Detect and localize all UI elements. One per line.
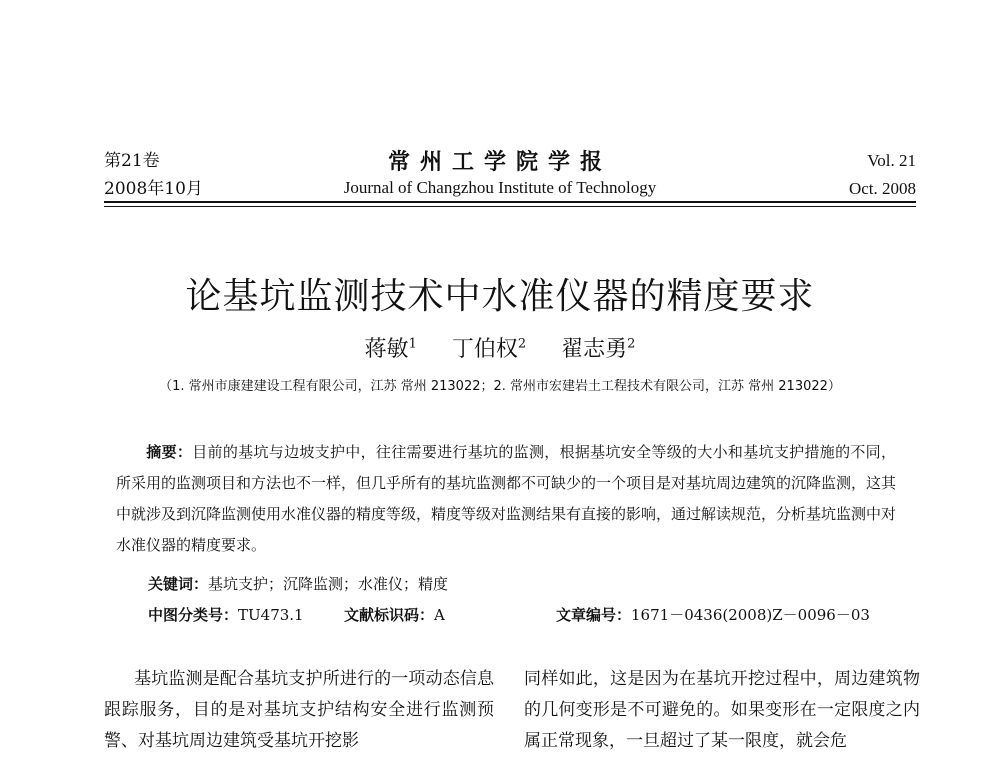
volume-cn: 第21卷 [104, 151, 160, 171]
author: 丁伯权$^2$ [451, 336, 527, 362]
keywords-label: 关键词： [148, 575, 209, 593]
affiliations: （1. 常州市康建建设工程有限公司，江苏 常州 213022；2. 常州市宏建岩土工程技术有限公司，江苏 常州 213022） [159, 379, 841, 394]
header-right [849, 147, 916, 203]
abstract-label: 摘要： [146, 443, 193, 461]
article-title: 论基坑监测技术中水准仪器的精度要求 [185, 276, 815, 317]
header-rule-thick [104, 201, 916, 203]
classification-line [148, 602, 870, 628]
clc-label: 中图分类号： [148, 606, 239, 624]
article-no-label: 文章编号： [556, 606, 632, 624]
body-text-left: 基坑监测是配合基坑支护所进行的一项动态信息跟踪服务，目的是对基坑支护结构安全进行监测预警、对基坑周边建筑受基坑开挖影 [104, 669, 494, 751]
clc-value: TU473.1 [238, 606, 304, 624]
date-en: Oct. 2008 [848, 179, 916, 198]
body-text-right: 同样如此，这是因为在基坑开挖过程中，周边建筑物的几何变形是不可避免的。如果变形在一定限度之内属正常现象，一旦超过了某一限度，就会危 [524, 669, 920, 751]
abstract-text: 目前的基坑与边坡支护中，往往需要进行基坑的监测，根据基坑安全等级的大小和基坑支护措施的不同，所采用的监测项目和方法也不一样，但几乎所有的基坑监测都不可缺少的一个项目是对基坑周边建筑的沉降监测，这其中就涉及到沉降监测使用水准仪器的精度等级，精度等级对监测结果有直接的影响，通过解读规范，分析基坑监测中对水准仪器的精度要求。 [116, 443, 897, 554]
journal-title-cn: 常州工学院学报 [387, 149, 612, 175]
author: 蒋敏$^1$ [364, 336, 417, 362]
article-no-value: 1671－0436(2008)Z－0096－03 [631, 606, 870, 624]
keywords-text: 基坑支护；沉降监测；水准仪；精度 [208, 575, 449, 593]
doc-code-label: 文献标识码： [344, 606, 435, 624]
doc-code-value: A [434, 606, 445, 624]
date-cn: 2008年10月 [104, 179, 203, 199]
body-column-left [104, 664, 494, 757]
journal-title-en: Journal of Changzhou Institute of Technology [343, 178, 657, 197]
body-column-right [524, 664, 920, 757]
author-list [0, 332, 1000, 363]
keywords [148, 571, 448, 597]
abstract [116, 437, 896, 561]
header-rule-thin [104, 206, 916, 207]
volume-en: Vol. 21 [867, 151, 916, 170]
author: 翟志勇$^2$ [561, 336, 636, 362]
